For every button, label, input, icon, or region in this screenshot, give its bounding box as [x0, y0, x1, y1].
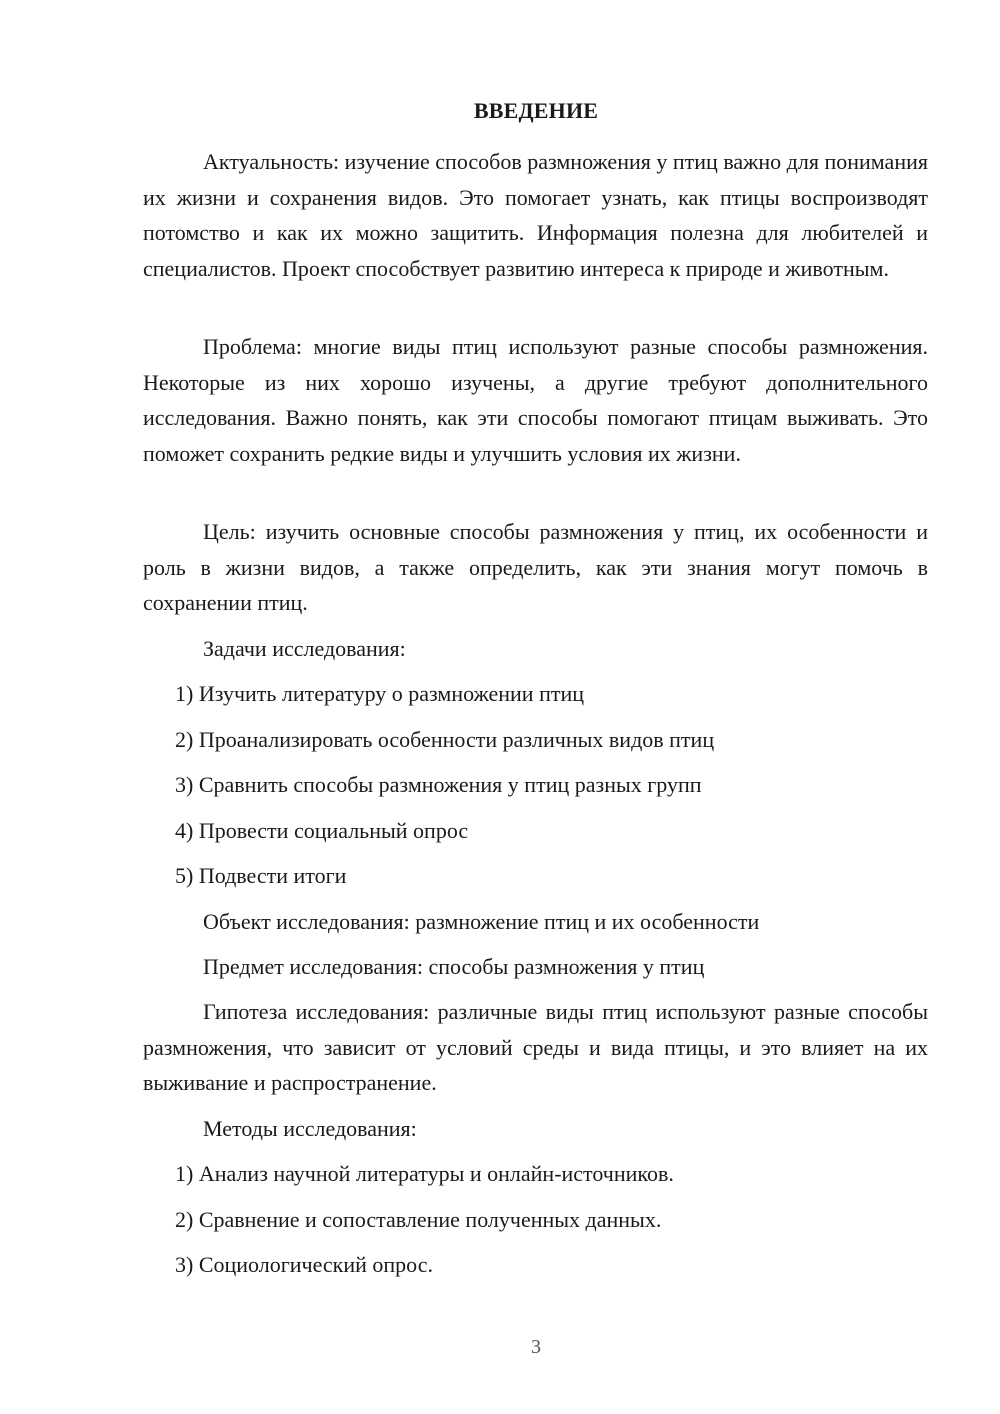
task-item: 2) Проанализировать особенности различных видов птиц	[175, 727, 715, 752]
section-heading: ВВЕДЕНИЕ	[473, 98, 599, 123]
research-object: Объект исследования: размножение птиц и их особенности	[203, 909, 760, 934]
relevance-paragraph: Актуальность: изучение способов размножения у птиц важно для понимания их жизни и сохранения видов. Это помогает узнать, как птицы воспроизводят потомство и как их можно защитить. Информация полезна для любителей и специалистов. Проект способствует развитию интереса к природе и животным.	[143, 149, 928, 281]
task-item: 5) Подвести итоги	[175, 863, 347, 888]
task-item: 3) Сравнить способы размножения у птиц разных групп	[175, 772, 702, 797]
task-item: 1) Изучить литературу о размножении птиц	[175, 681, 585, 706]
problem-paragraph: Проблема: многие виды птиц используют разные способы размножения. Некоторые из них хорошо изучены, а другие требуют дополнительного исследования. Важно понять, как эти способы помогают птицам выживать. Это поможет сохранить редкие виды и улучшить условия их жизни.	[143, 334, 928, 466]
tasks-label: Задачи исследования:	[203, 636, 406, 661]
methods-label: Методы исследования:	[203, 1116, 417, 1141]
method-item: 1) Анализ научной литературы и онлайн-источников.	[175, 1161, 674, 1186]
research-subject: Предмет исследования: способы размножения у птиц	[203, 954, 705, 979]
method-item: 3) Социологический опрос.	[175, 1252, 433, 1277]
task-item: 4) Провести социальный опрос	[175, 818, 469, 843]
hypothesis-paragraph: Гипотеза исследования: различные виды птиц используют разные способы размножения, что зависит от условий среды и вида птицы, и это влияет на их выживание и распространение.	[143, 999, 928, 1095]
method-item: 2) Сравнение и сопоставление полученных данных.	[175, 1207, 662, 1232]
goal-paragraph: Цель: изучить основные способы размножения у птиц, их особенности и роль в жизни видов, а также определить, как эти знания могут помочь в сохранении птиц.	[143, 519, 928, 615]
page-number: 3	[531, 1336, 541, 1358]
